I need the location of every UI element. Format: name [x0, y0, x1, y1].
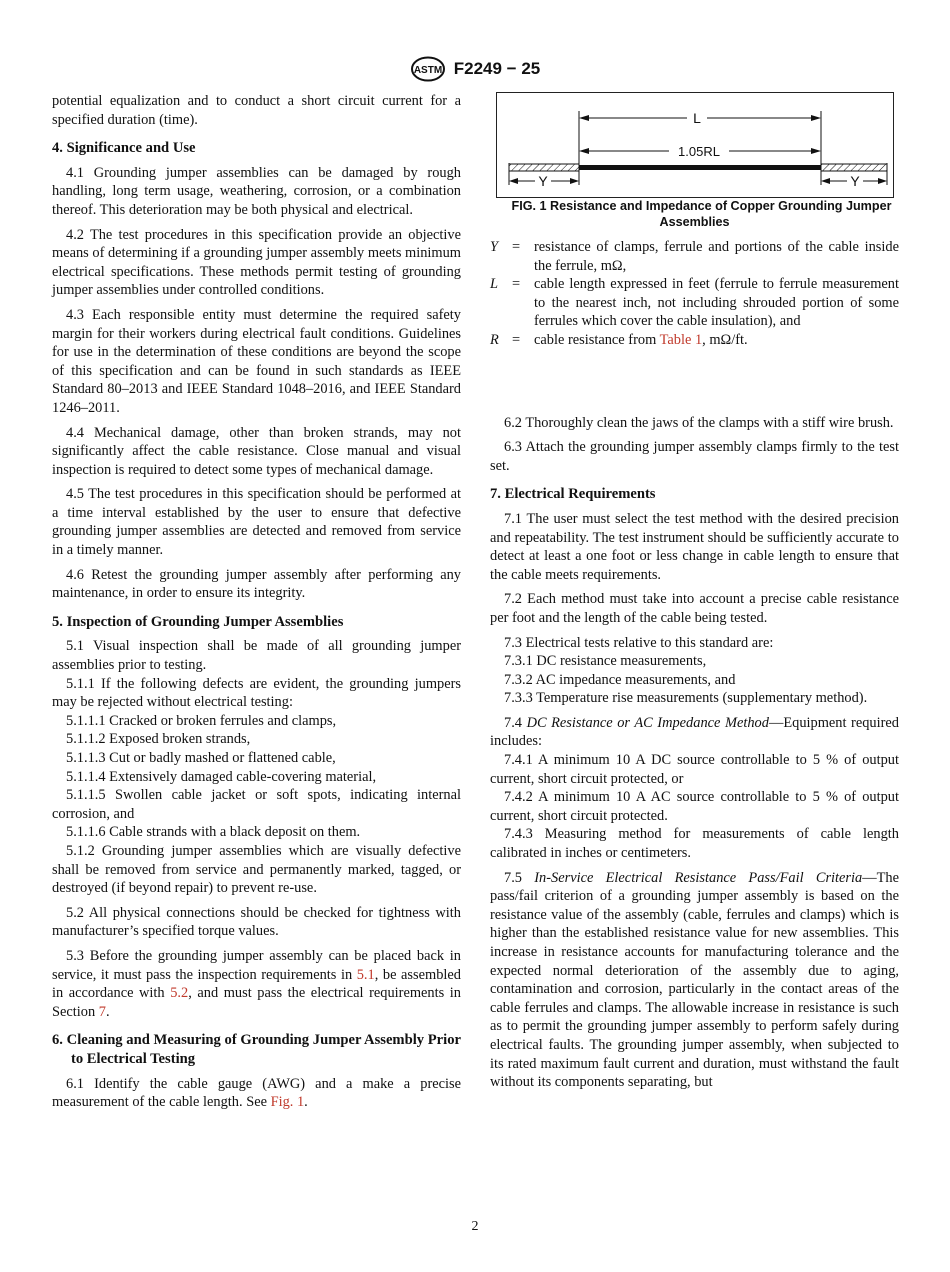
para-7-4-2: 7.4.2 A minimum 10 A AC source controllable to 5 % of output current, short circuit protected.: [490, 789, 899, 824]
para-7-3-2: 7.3.2 AC impedance measurements, and: [504, 671, 736, 688]
para-4-5: 4.5 The test procedures in this specification should be performed at a time interval established by the user to ensure that defective grounding jumper assemblies are detected and removed from service in a timely manner.: [52, 486, 461, 559]
astm-logo-text: ASTM: [413, 65, 442, 76]
para-7-3-3: 7.3.3 Temperature rise measurements (supplementary method).: [504, 690, 868, 707]
para-4-2: 4.2 The test procedures in this specification provide an objective means of determining if a grounding jumper assembly meets minimum electrical specifications. These methods permit testing of grounding jumper assemblies under controlled conditions.: [52, 226, 461, 299]
definition-y: Y = resistance of clamps, ferrule and portions of the cable inside the ferrule, mΩ,: [490, 239, 899, 274]
para-5-1-1-1: 5.1.1.1 Cracked or broken ferrules and clamps,: [66, 712, 337, 729]
label-1-05rl: 1.05RL: [678, 144, 720, 159]
label-y-left: Y: [538, 173, 548, 189]
intro-paragraph: potential equalization and to conduct a short circuit current for a specified duration (time).: [52, 93, 461, 128]
arrow-rl-right: [811, 148, 821, 154]
para-7-4-3: 7.4.3 Measuring method for measurements of cable length calibrated in inches or centimeters.: [490, 826, 899, 862]
arrow-y-right-b: [878, 178, 887, 184]
right-column: [490, 92, 899, 1098]
para-5-1-1-3: 5.1.1.3 Cut or badly mashed or flattened cable,: [66, 750, 336, 766]
para-4-1: 4.1 Grounding jumper assemblies can be damaged by rough handling, long term usage, weathering, corrosion, or a combination thereof. This deterioration may be both physical and electrical.: [52, 164, 461, 218]
para-6-1: 6.1 Identify the cable gauge (AWG) and a make a precise measurement of the cable length. See Fig. 1.: [52, 1075, 461, 1111]
para-5-2: 5.2 All physical connections should be checked for tightness with manufacturer’s specified torque values.: [52, 904, 461, 940]
para-4-4: 4.4 Mechanical damage, other than broken strands, may not significantly affect the cable resistance. Close manual and visual inspection is required to detect some types of mechanical damage.: [52, 424, 461, 478]
section-4-heading: 4. Significance and Use: [52, 140, 196, 157]
para-5-1-1-4: 5.1.1.4 Extensively damaged cable-covering material,: [66, 768, 377, 785]
ferrule-right: [821, 164, 887, 171]
para-6-3: 6.3 Attach the grounding jumper assembly clamps firmly to the test set.: [490, 439, 899, 474]
para-4-3: 4.3 Each responsible entity must determine the required safety margin for their workers during electrical fault conditions. Guidelines for use in the determination of these conditions are beyond the scope of this specification and can be found in such standards as IEEE Standard 80–2013 and IEEE Standard 1048–2016, and IEEE Standard 1246–2011.: [52, 306, 461, 416]
para-7-4-1: 7.4.1 A minimum 10 A DC source controllable to 5 % of output current, short circuit protected, or: [490, 752, 899, 787]
link-table-1[interactable]: Table 1: [659, 331, 703, 348]
para-5-1-1-2: 5.1.1.2 Exposed broken strands,: [66, 731, 251, 748]
link-fig-1[interactable]: Fig. 1: [270, 1094, 305, 1111]
label-l: L: [693, 110, 701, 126]
arrow-l-left: [579, 115, 589, 121]
link-section-5-2[interactable]: 5.2: [170, 985, 189, 1002]
figure-1-svg: [497, 93, 893, 197]
figure-1-caption: FIG. 1 Resistance and Impedance of Copper Grounding Jumper Assemblies: [511, 199, 892, 229]
astm-logo: [410, 56, 446, 82]
para-5-1-2: 5.1.2 Grounding jumper assemblies which are visually defective shall be removed from service and permanently marked, tagged, or destroyed (if beyond repair) to prevent re-use.: [52, 842, 461, 897]
para-5-1-1-6: 5.1.1.6 Cable strands with a black deposit on them.: [66, 824, 361, 841]
para-6-2: 6.2 Thoroughly clean the jaws of the clamps with a stiff wire brush.: [504, 414, 894, 431]
para-5-1: 5.1 Visual inspection shall be made of all grounding jumper assemblies prior to testing.: [52, 638, 461, 674]
para-7-2: 7.2 Each method must take into account a precise cable resistance per foot and the length of the cable being tested.: [490, 591, 899, 626]
page-number: 2: [471, 1219, 479, 1234]
arrow-y-right-a: [821, 178, 830, 184]
arrow-y-left-a: [509, 178, 518, 184]
para-7-5: 7.5 In-Service Electrical Resistance Pass/Fail Criteria—The pass/fail criterion of a grounding jumper assembly is based on the resistance value of the assembly (cable, ferrules and clamps) which is higher than the established resistance value for new assemblies. This increase in resistance accounts for manufacturing tolerance and the expected normal deterioration of the assembly due to aging, contamination and corrosion, particularly in the contact areas of the cable ferrules and clamps. The allowable increase in resistance is such as to permit the grounding jumper assembly to perform safely during electrical faults. The grounding jumper assembly, when subjected to its rated maximum fault current and duration, must withstand the fault without its components separating, but: [490, 869, 899, 1091]
section-6-heading: 6. Cleaning and Measuring of Grounding Jumper Assembly Prior to Electrical Testing: [52, 1032, 461, 1067]
document-id: F2249 − 25: [453, 59, 541, 78]
para-5-1-1-5: 5.1.1.5 Swollen cable jacket or soft spots, indicating internal corrosion, and: [52, 787, 461, 822]
definition-r: R = cable resistance from Table 1, mΩ/ft.: [490, 331, 748, 348]
ferrule-left: [509, 164, 579, 171]
para-7-3: 7.3 Electrical tests relative to this standard are:: [504, 634, 774, 651]
arrow-y-left-b: [570, 178, 579, 184]
definition-l: L = cable length expressed in feet (ferrule to ferrule measurement to the nearest inch, not including shrouded portion of some ferrules which cover the cable insulation), and: [490, 276, 899, 330]
label-y-right: Y: [850, 173, 860, 189]
cable-body: [579, 165, 821, 170]
para-4-6: 4.6 Retest the grounding jumper assembly after performing any maintenance, in order to ensure its integrity.: [52, 566, 461, 602]
section-5-heading: 5. Inspection of Grounding Jumper Assemblies: [52, 613, 344, 630]
arrow-rl-left: [579, 148, 589, 154]
left-column: [52, 92, 461, 1118]
page-header: [0, 56, 950, 84]
link-section-5-1[interactable]: 5.1: [356, 966, 375, 983]
para-5-1-1: 5.1.1 If the following defects are evident, the grounding jumpers may be rejected without electrical testing:: [52, 675, 461, 711]
section-7-heading: 7. Electrical Requirements: [490, 486, 656, 503]
definitions-list: [490, 238, 899, 350]
para-7-3-1: 7.3.1 DC resistance measurements,: [504, 653, 707, 670]
para-5-3: 5.3 Before the grounding jumper assembly can be placed back in service, it must pass the inspection requirements in 5.1, be assembled in accordance with 5.2, and must pass the electrical requirements in Section 7.: [52, 947, 461, 1020]
link-section-7[interactable]: 7: [98, 1003, 106, 1020]
para-7-1: 7.1 The user must select the test method with the desired precision and repeatability. The test instrument should be sufficiently accurate to detect at least a one foot or less change in cable length to ensure that the cable meets requirements.: [490, 510, 899, 583]
arrow-l-right: [811, 115, 821, 121]
para-7-4: 7.4 DC Resistance or AC Impedance Method—Equipment required includes:: [490, 714, 899, 750]
figure-1-diagram: [496, 92, 894, 198]
